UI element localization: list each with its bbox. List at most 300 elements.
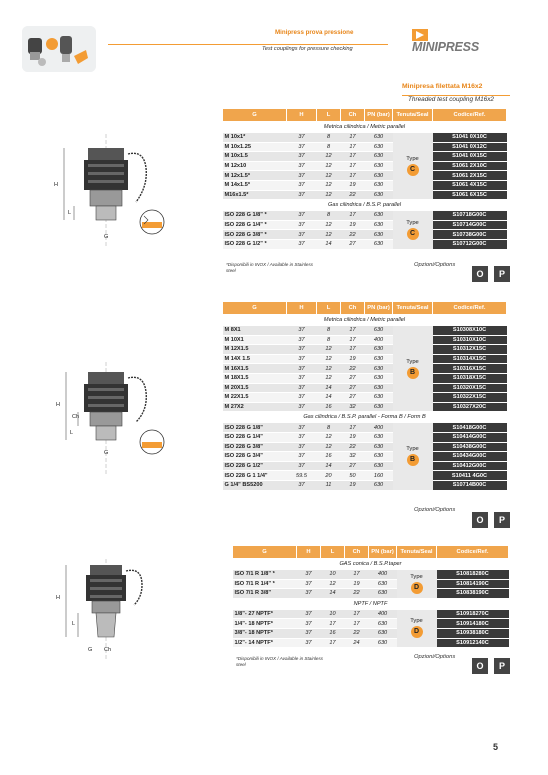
cell-h: 37 [287,142,317,152]
table-row [223,354,507,364]
cell-code: S1061 2X10C [433,161,507,171]
cell-code: S10412G00C [433,461,507,471]
cell-l: 12 [317,190,341,200]
spec-table [222,108,507,250]
options-label: Opzioni/Options [414,654,456,660]
cell-code: S10308X10C [433,326,507,336]
dim-h-label: H [56,595,60,601]
cell-g: M 10X1 [223,335,287,345]
cell-l: 17 [321,619,345,629]
cell-l: 8 [317,423,341,433]
cell-pn: 630 [369,579,397,589]
cell-code: S10738G00C [433,230,507,240]
cell-l: 8 [317,211,341,221]
column-header: G [223,109,287,122]
table-row [223,180,507,190]
seal-type-cell [393,326,433,412]
cell-g: ISO 7/1 R 1/4" * [233,579,297,589]
cell-l: 16 [317,452,341,462]
table-row [223,423,507,433]
cell-code: S10411 4G0C [433,471,507,481]
header-product-image [22,26,96,72]
cell-g: 1/2"- 14 NPTF* [233,638,297,648]
table-row [223,161,507,171]
cell-l: 8 [317,335,341,345]
table-row [223,230,507,240]
cell-ch: 32 [341,402,365,412]
cell-pn: 630 [365,152,393,162]
cell-ch: 22 [341,190,365,200]
table-row [223,142,507,152]
cell-pn: 630 [369,619,397,629]
cell-ch: 17 [345,619,369,629]
option-o-button[interactable]: O [472,266,488,282]
cell-g: ISO 7/1 R 1/8" * [233,570,297,580]
cell-code: S1061 6X15C [433,190,507,200]
table-row [233,638,509,648]
seal-type-label: Type [406,358,419,365]
column-header: PN (bar) [365,302,393,315]
cell-g: M 10x1.5 [223,152,287,162]
brand-name: MINIPRESS [412,40,479,54]
column-header: Ch [341,109,365,122]
cell-g: ISO 7/1 R 3/8" [233,589,297,599]
cell-code: S10314X15C [433,354,507,364]
table-row [233,619,509,629]
drawing-3 [44,555,174,670]
column-header: L [317,302,341,315]
cell-code: S1041 0X15C [433,152,507,162]
group-header-row [223,412,507,423]
cell-l: 8 [317,142,341,152]
seal-type-badge: C [407,228,419,240]
cell-pn: 630 [369,589,397,599]
dim-l-label: L [72,621,76,627]
cell-code: S10318X15C [433,373,507,383]
cell-l: 12 [317,171,341,181]
seal-type-badge: B [407,454,419,466]
cell-ch: 17 [341,335,365,345]
seal-type-label: Type [410,618,423,625]
column-header: PN (bar) [369,546,397,559]
cell-h: 37 [297,589,321,599]
cell-ch: 27 [341,393,365,403]
column-header: H [297,546,321,559]
cell-ch: 22 [345,589,369,599]
cell-ch: 17 [345,570,369,580]
table-row [223,239,507,249]
cell-pn: 630 [365,230,393,240]
cell-l: 11 [317,480,341,490]
section-title-en: Threaded test coupling M16x2 [408,96,494,103]
cell-pn: 400 [369,609,397,619]
group-header-row [233,598,509,609]
cell-code: S10938180C [437,628,509,638]
cell-h: 37 [287,326,317,336]
column-header: L [317,109,341,122]
cell-code: S10434G00C [433,452,507,462]
group-title: GAS conica / B.S.P.taper [233,559,509,570]
table-row [223,190,507,200]
column-header: Tenuta/Seal [397,546,437,559]
dim-l-label: L [68,210,72,216]
cell-l: 10 [321,609,345,619]
cell-code: S10712G00C [433,239,507,249]
cell-code: S10418G00C [433,423,507,433]
cell-h: 37 [287,423,317,433]
dim-h-label: H [56,402,60,408]
cell-g: 3/8"- 18 NPTF* [233,628,297,638]
footnote: *Disponibili in INOX / Available in Stainless steel [226,262,314,273]
cell-code: S10718G00C [433,211,507,221]
cell-h: 37 [287,133,317,143]
cell-h: 37 [287,432,317,442]
seal-type-label: Type [406,219,419,226]
seal-type-badge: D [411,626,423,638]
cell-code: S10438G00C [433,442,507,452]
cell-l: 10 [321,570,345,580]
cell-ch: 50 [341,471,365,481]
cell-l: 16 [321,628,345,638]
cell-code: S10320X15C [433,383,507,393]
cell-pn: 630 [365,133,393,143]
cell-l: 14 [317,393,341,403]
table-row [223,471,507,481]
column-header: G [223,302,287,315]
coupling-drawing-icon [44,130,174,250]
column-header: L [321,546,345,559]
cell-g: ISO 228 G 1/4" [223,432,287,442]
cell-ch: 17 [341,326,365,336]
group-title: Metrica cilindrica / Metric parallel [223,315,507,326]
cell-h: 37 [297,638,321,648]
cell-l: 12 [317,345,341,355]
cell-pn: 630 [365,402,393,412]
cell-pn: 630 [365,142,393,152]
cell-pn: 630 [365,345,393,355]
cell-h: 37 [287,373,317,383]
cell-ch: 22 [341,230,365,240]
coupling-photo-icon [22,26,96,72]
cell-pn: 630 [365,442,393,452]
table-row [223,152,507,162]
table-row [233,570,509,580]
cell-l: 14 [317,239,341,249]
cell-g: M 22X1.5 [223,393,287,403]
cell-h: 37 [287,230,317,240]
column-header: H [287,302,317,315]
cell-l: 16 [317,402,341,412]
cell-code: S10322X15C [433,393,507,403]
cell-h: 37 [297,609,321,619]
cell-h: 37 [287,335,317,345]
seal-type-label: Type [406,156,419,163]
cell-code: S10918270C [437,609,509,619]
seal-type-cell [393,423,433,490]
cell-ch: 27 [341,373,365,383]
table-row [223,364,507,374]
column-header: Tenuta/Seal [393,109,433,122]
seal-type-badge: D [411,582,423,594]
table-row [223,402,507,412]
cell-pn: 630 [365,190,393,200]
page-number: 5 [493,742,499,752]
cell-code: S10914180C [437,619,509,629]
cell-l: 12 [317,364,341,374]
seal-type-label: Type [406,446,419,453]
cell-pn: 160 [365,471,393,481]
table-row [223,432,507,442]
cell-g: M 8X1 [223,326,287,336]
cell-ch: 27 [341,239,365,249]
cell-code: S10310X10C [433,335,507,345]
cell-ch: 19 [345,579,369,589]
cell-l: 8 [317,133,341,143]
options-label: Opzioni/Options [414,507,456,513]
cell-l: 12 [317,152,341,162]
cell-code: S10912140C [437,638,509,648]
column-header: Ch [345,546,369,559]
cell-pn: 400 [365,335,393,345]
cell-ch: 24 [345,638,369,648]
cell-pn: 630 [365,364,393,374]
cell-code: S10316X15C [433,364,507,374]
cell-g: ISO 228 G 1/2" * [223,239,287,249]
group-header-row [223,200,507,211]
cell-pn: 630 [365,326,393,336]
dim-g-label: G [104,450,109,456]
cell-l: 12 [317,230,341,240]
column-header: Codice/Ref. [433,109,507,122]
cell-ch: 17 [341,152,365,162]
cell-code: S10714B00C [433,480,507,490]
group-header-row [223,315,507,326]
group-title: Metrica cilindrica / Metric parallel [223,122,507,133]
cell-ch: 19 [341,220,365,230]
cell-pn: 630 [365,239,393,249]
cell-code: S10414G00C [433,432,507,442]
cell-h: 37 [287,239,317,249]
table-row [223,345,507,355]
cell-ch: 32 [341,452,365,462]
cell-h: 37 [297,628,321,638]
cell-l: 12 [317,180,341,190]
cell-l: 8 [317,326,341,336]
cell-ch: 19 [341,180,365,190]
cell-ch: 17 [341,345,365,355]
cell-g: ISO 228 G 1/2" [223,461,287,471]
cell-l: 14 [317,461,341,471]
section-title-it: Minipresa filettata M16x2 [402,83,483,90]
cell-pn: 630 [365,461,393,471]
cell-pn: 630 [365,373,393,383]
cell-h: 59.5 [287,471,317,481]
table-row [223,393,507,403]
dim-g-label: G [104,234,109,240]
dim-g-label: G [88,647,93,653]
cell-g: G 1/4" BS5200 [223,480,287,490]
coupling-drawing-icon [44,358,174,478]
table-row [223,335,507,345]
cell-h: 37 [287,171,317,181]
group-header-row [233,559,509,570]
cell-h: 37 [287,345,317,355]
cell-l: 12 [317,373,341,383]
cell-code: S10838190C [437,589,509,599]
table-row [223,452,507,462]
group-title: NPTF / NPTF [233,598,509,609]
column-header: Codice/Ref. [437,546,509,559]
option-o-button[interactable]: O [472,512,488,528]
cell-pn: 630 [365,393,393,403]
cell-pn: 630 [365,452,393,462]
cell-ch: 22 [341,442,365,452]
cell-g: M 10x1* [223,133,287,143]
cell-h: 37 [287,220,317,230]
cell-ch: 17 [341,171,365,181]
cell-h: 37 [287,393,317,403]
cell-ch: 22 [345,628,369,638]
cell-ch: 27 [341,383,365,393]
cell-g: 1/8"- 27 NPTF* [233,609,297,619]
cell-l: 12 [317,220,341,230]
header-title-en: Test couplings for pressure checking [262,46,353,52]
table-row [223,133,507,143]
table-row [233,589,509,599]
cell-ch: 19 [341,432,365,442]
table-row [223,442,507,452]
cell-pn: 630 [365,383,393,393]
option-o-button[interactable]: O [472,658,488,674]
table-row [233,609,509,619]
header-title-it: Minipress prova pressione [275,29,354,36]
cell-pn: 630 [369,628,397,638]
cell-ch: 17 [341,423,365,433]
column-header: Tenuta/Seal [393,302,433,315]
cell-ch: 19 [341,480,365,490]
cell-l: 12 [317,354,341,364]
cell-l: 14 [317,383,341,393]
seal-type-badge: B [407,367,419,379]
cell-g: M 20X1.5 [223,383,287,393]
column-header: Codice/Ref. [433,302,507,315]
dim-l-label: L [70,430,74,436]
cell-code: S1041 0X12C [433,142,507,152]
cell-h: 37 [297,579,321,589]
cell-code: S10714G00C [433,220,507,230]
cell-pn: 630 [365,180,393,190]
table-row [223,171,507,181]
table-row [223,383,507,393]
option-p-button[interactable]: P [494,658,510,674]
cell-ch: 17 [341,142,365,152]
cell-l: 20 [317,471,341,481]
options-label: Opzioni/Options [414,262,456,268]
cell-h: 37 [287,354,317,364]
table-row [223,373,507,383]
cell-h: 37 [297,570,321,580]
seal-type-cell [393,211,433,249]
cell-code: S10818280C [437,570,509,580]
cell-code: S10312X15C [433,345,507,355]
cell-g: ISO 228 G 1/8" * [223,211,287,221]
table-row [233,579,509,589]
cell-h: 37 [287,161,317,171]
cell-pn: 630 [365,432,393,442]
cell-g: ISO 228 G 1/8" [223,423,287,433]
cell-pn: 630 [369,638,397,648]
column-header: Ch [341,302,365,315]
cell-g: M 18X1.5 [223,373,287,383]
cell-g: M 12X1.5 [223,345,287,355]
cell-code: S1061 4X15C [433,180,507,190]
cell-g: M 27X2 [223,402,287,412]
cell-h: 37 [287,190,317,200]
column-header: H [287,109,317,122]
table-row [223,220,507,230]
cell-l: 12 [321,579,345,589]
cell-l: 14 [321,589,345,599]
cell-pn: 630 [365,161,393,171]
seal-type-cell [397,609,437,647]
cell-pn: 630 [365,211,393,221]
cell-g: M 12x1.5* [223,171,287,181]
cell-g: ISO 228 G 3/4" [223,452,287,462]
cell-h: 37 [287,211,317,221]
seal-type-cell [393,133,433,200]
table-row [223,326,507,336]
cell-pn: 630 [365,220,393,230]
column-header: PN (bar) [365,109,393,122]
dim-h-label: H [54,182,58,188]
drawing-2 [44,358,174,483]
cell-g: M 12x10 [223,161,287,171]
cell-g: ISO 228 G 1/4" * [223,220,287,230]
cell-ch: 17 [341,133,365,143]
cell-code: S1041 0X10C [433,133,507,143]
cell-ch: 17 [341,211,365,221]
table-row [233,628,509,638]
group-title: Gas cilindrica / B.S.P. parallel - Forma B / Form B [223,412,507,423]
header-divider [108,44,388,45]
footnote: *Disponibili in INOX / Available in Stainless steel [236,656,324,667]
cell-h: 37 [287,402,317,412]
cell-ch: 17 [345,609,369,619]
cell-g: ISO 228 G 3/8" [223,442,287,452]
cell-h: 37 [287,480,317,490]
table-row [223,211,507,221]
cell-l: 12 [317,161,341,171]
table-row [223,480,507,490]
seal-type-badge: C [407,164,419,176]
cell-l: 17 [321,638,345,648]
cell-g: ISO 228 G 1 1/4" [223,471,287,481]
cell-ch: 22 [341,364,365,374]
cell-ch: 19 [341,354,365,364]
cell-l: 12 [317,442,341,452]
cell-h: 37 [287,442,317,452]
cell-h: 37 [287,383,317,393]
option-p-button[interactable]: P [494,266,510,282]
seal-type-label: Type [410,573,423,580]
cell-h: 37 [287,180,317,190]
cell-pn: 630 [365,171,393,181]
cell-pn: 400 [365,423,393,433]
cell-h: 37 [287,461,317,471]
cell-l: 12 [317,432,341,442]
group-title: Gas cilindrica / B.S.P. parallel [223,200,507,211]
option-p-button[interactable]: P [494,512,510,528]
